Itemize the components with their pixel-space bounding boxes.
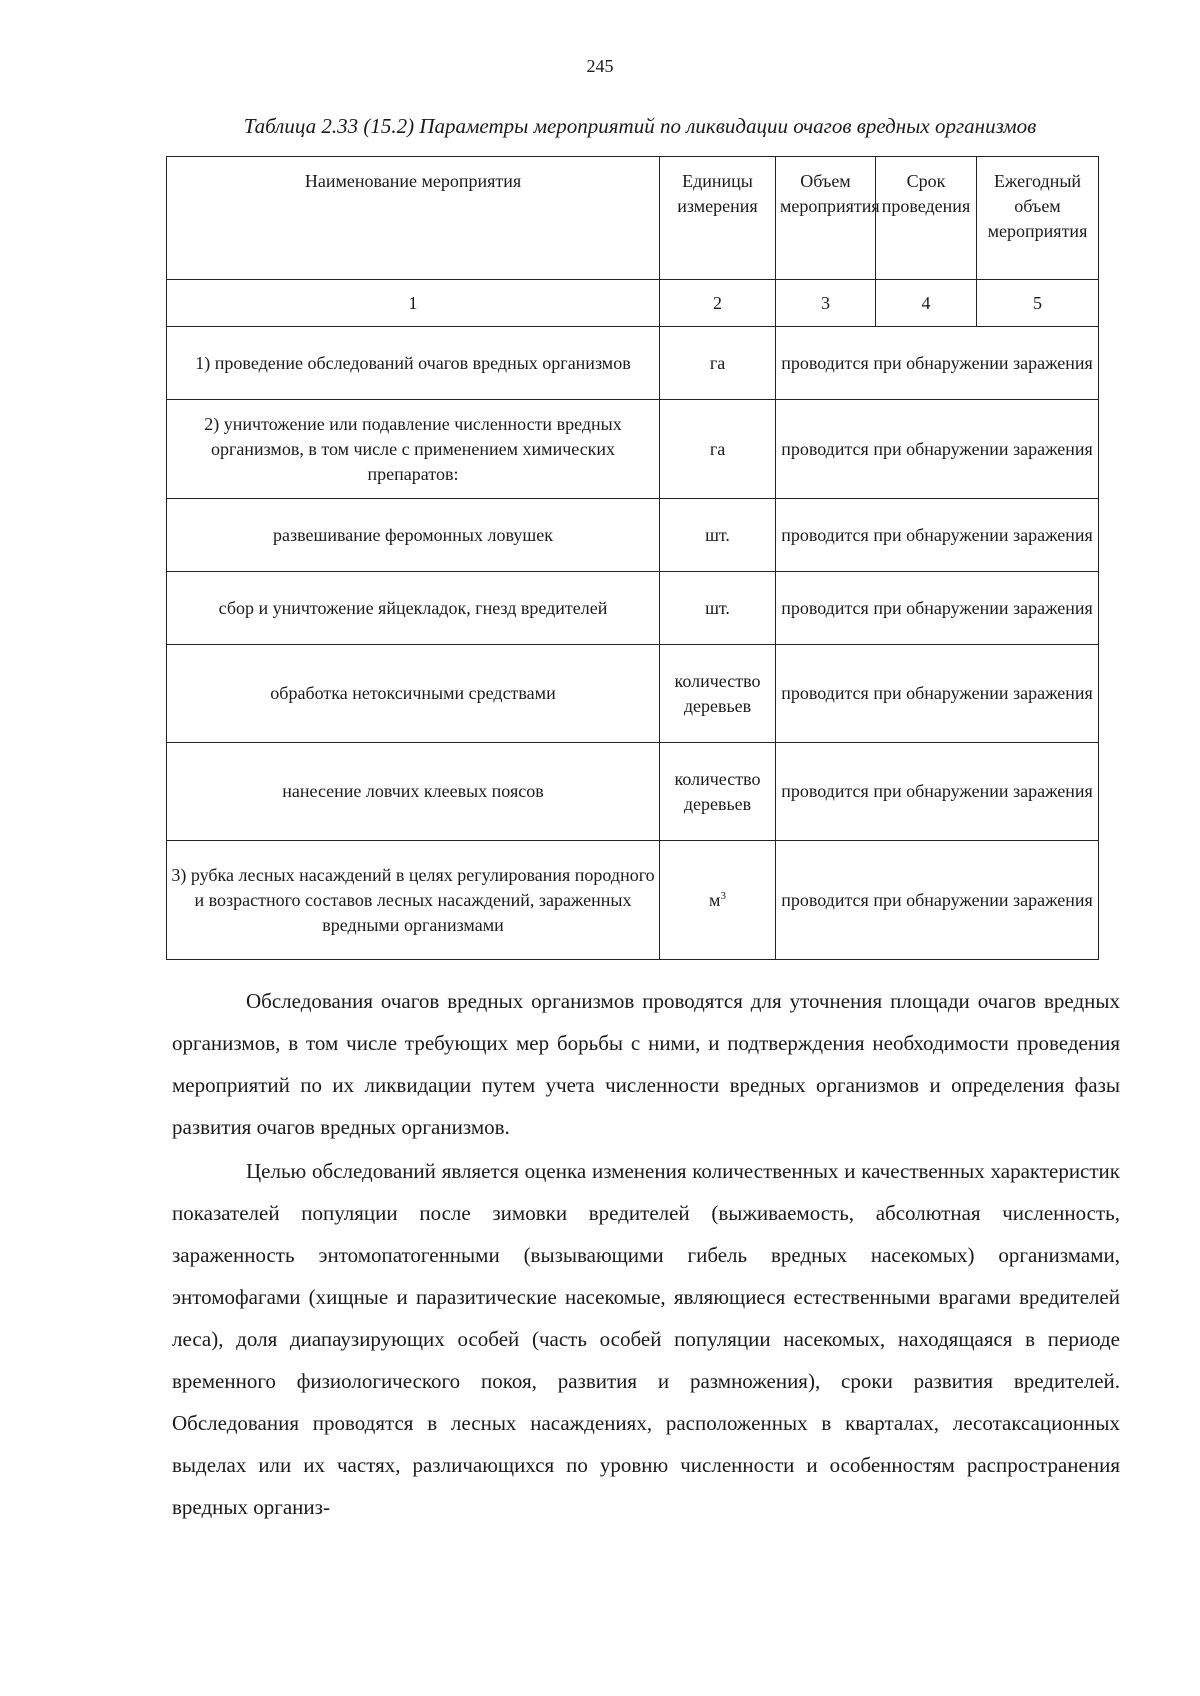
table-row [167,327,1099,400]
column-number: 3 [776,280,876,327]
unit-superscript: 3 [720,889,726,902]
table-row [167,743,1099,841]
measure-unit: шт. [660,499,776,572]
measure-name: развешивание феромонных ловушек [167,499,660,572]
column-number: 1 [167,280,660,327]
column-number: 2 [660,280,776,327]
column-number: 5 [977,280,1099,327]
measure-unit: га [660,327,776,400]
table-row [167,572,1099,645]
measure-value: проводится при обнаружении заражения [776,743,1099,841]
measure-unit: количество деревьев [660,645,776,743]
body-text [172,980,1120,1530]
measure-name: нанесение ловчих клеевых поясов [167,743,660,841]
measure-value: проводится при обнаружении заражения [776,572,1099,645]
paragraph: Обследования очагов вредных организмов проводятся для уточнения площади очагов вредных организмов, в том числе требующих мер борьбы с ними, и подтверждения необходимости проведения мероприятий по их ликвидации путем учета численности вредных организмов и определения фазы развития очагов вредных организмов. [172,989,1120,1139]
measure-name: сбор и уничтожение яйцекладок, гнезд вредителей [167,572,660,645]
table-header-row [167,157,1099,280]
unit-base: м [709,889,721,910]
measure-name: 3) рубка лесных насаждений в целях регулирования породного и возрастного составов лесных насаждений, зараженных вредными организмами [167,841,660,960]
measures-table [166,156,1099,960]
measure-value: проводится при обнаружении заражения [776,327,1099,400]
header-units: Единицы измерения [660,157,776,280]
column-numbers-row [167,280,1099,327]
table-row [167,400,1099,499]
header-term: Срок проведения [876,157,977,280]
measure-value: проводится при обнаружении заражения [776,841,1099,960]
measure-unit [660,841,776,960]
header-measure-name: Наименование мероприятия [167,157,660,280]
measure-value: проводится при обнаружении заражения [776,499,1099,572]
header-volume: Объем мероприятия [776,157,876,280]
table-row [167,645,1099,743]
measure-name: обработка нетоксичными средствами [167,645,660,743]
header-annual-volume: Ежегодный объем мероприятия [977,157,1099,280]
measure-unit: количество деревьев [660,743,776,841]
table-row [167,841,1099,960]
measure-unit: шт. [660,572,776,645]
table-caption: Таблица 2.33 (15.2) Параметры мероприятий по ликвидации очагов вредных организмов [243,114,1037,138]
table-row [167,499,1099,572]
measure-value: проводится при обнаружении заражения [776,645,1099,743]
measure-value: проводится при обнаружении заражения [776,400,1099,499]
measure-name: 2) уничтожение или подавление численности вредных организмов, в том числе с применением химических препаратов: [167,400,660,499]
column-number: 4 [876,280,977,327]
paragraph: Целью обследований является оценка изменения количественных и качественных характеристик показателей популяции после зимовки вредителей (выживаемость, абсолютная численность, зараженность энтомопатогенными (вызывающими гибель вредных насекомых) организмами, энтомофагами (хищные и паразитические насекомые, являющиеся естественными врагами вредителей леса), доля диапаузирующих особей (часть особей популяции насекомых, находящаяся в периоде временного физиологического покоя, развития и размножения), сроки развития вредителей. Обследования проводятся в лесных насаждениях, расположенных в кварталах, лесотаксационных выделах или их частях, различающихся по уровню численности и особенностям распространения вредных организ- [172,1159,1120,1519]
measure-name: 1) проведение обследований очагов вредных организмов [167,327,660,400]
measure-unit: га [660,400,776,499]
page-number: 245 [586,56,614,76]
